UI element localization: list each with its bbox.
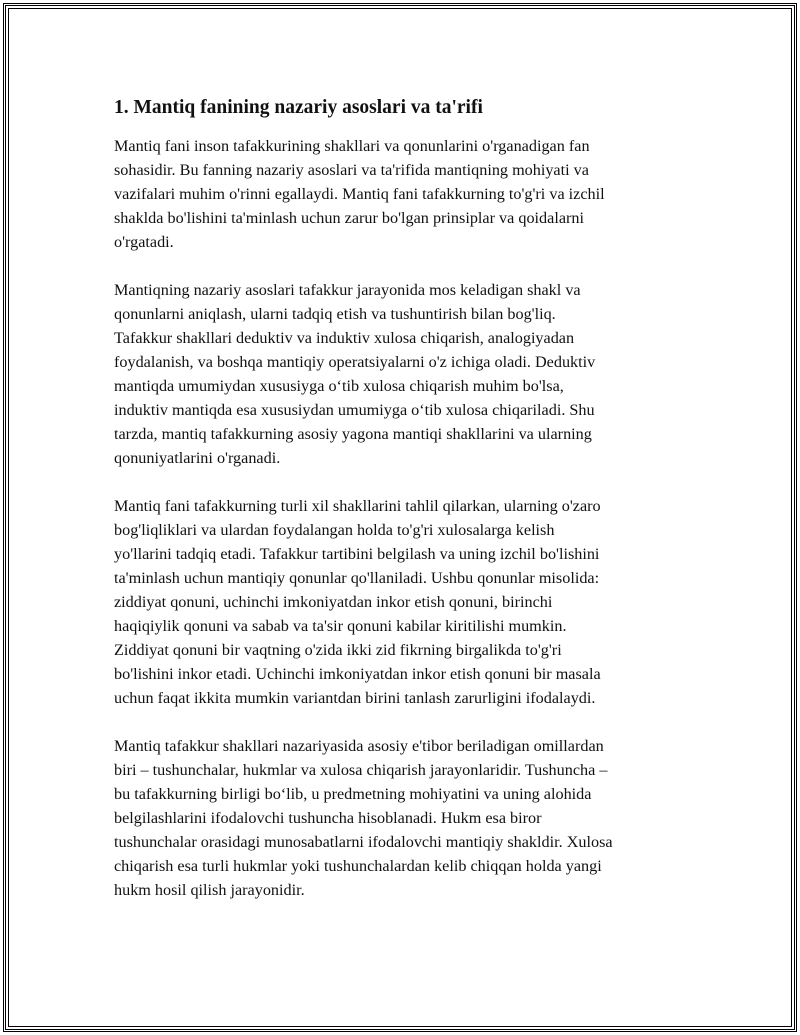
text-line: uchun faqat ikkita mumkin variantdan birini tanlash zarurligini ifodalaydi.	[114, 689, 596, 707]
paragraph-3	[114, 494, 704, 710]
text-line: bog'liqliklari va ulardan foydalangan holda to'g'ri xulosalarga kelish	[114, 521, 555, 539]
text-line: Mantiq fani inson tafakkurining shakllari va qonunlarini o'rganadigan fan	[114, 137, 590, 155]
text-line: Tafakkur shakllari deduktiv va induktiv xulosa chiqarish, analogiyadan	[114, 329, 575, 347]
text-line: foydalanish, va boshqa mantiqiy operatsiyalarni o'z ichiga oladi. Deduktiv	[114, 353, 596, 371]
text-line: mantiqda umumiydan xususiyga o‘tib xulosa chiqarish muhim bo'lsa,	[114, 377, 564, 395]
text-line: sohasidir. Bu fanning nazariy asoslari va ta'rifida mantiqning mohiyati va	[114, 161, 589, 179]
text-line: belgilashlarini ifodalovchi tushuncha hisoblanadi. Hukm esa biror	[114, 809, 542, 827]
text-line: biri – tushunchalar, hukmlar va xulosa chiqarish jarayonlaridir. Tushuncha –	[114, 761, 608, 779]
document-body	[114, 96, 704, 926]
text-line: ziddiyat qonuni, uchinchi imkoniyatdan inkor etish qonuni, birinchi	[114, 593, 553, 611]
text-line: haqiqiylik qonuni va sabab va ta'sir qonuni kabilar kiritilishi mumkin.	[114, 617, 567, 635]
text-line: bu tafakkurning birligi bo‘lib, u predmetning mohiyatini va uning alohida	[114, 785, 592, 803]
text-line: hukm hosil qilish jarayonidir.	[114, 881, 305, 899]
text-line: qonuniyatlarini o'rganadi.	[114, 449, 281, 467]
text-line: induktiv mantiqda esa xususiydan umumiyga o‘tib xulosa chiqariladi. Shu	[114, 401, 595, 419]
text-line: Mantiq tafakkur shakllari nazariyasida asosiy e'tibor beriladigan omillardan	[114, 737, 604, 755]
text-line: shaklda bo'lishini ta'minlash uchun zarur bo'lgan prinsiplar va qoidalarni	[114, 209, 584, 227]
text-line: chiqarish esa turli hukmlar yoki tushunchalardan kelib chiqqan holda yangi	[114, 857, 602, 875]
text-line: o'rgatadi.	[114, 233, 174, 251]
text-line: qonunlarni aniqlash, ularni tadqiq etish va tushuntirish bilan bog'liq.	[114, 305, 556, 323]
text-line: vazifalari muhim o'rinni egallaydi. Mantiq fani tafakkurning to'g'ri va izchil	[114, 185, 605, 203]
section-heading: 1. Mantiq fanining nazariy asoslari va ta'rifi	[114, 97, 483, 118]
text-line: Mantiq fani tafakkurning turli xil shakllarini tahlil qilarkan, ularning o'zaro	[114, 497, 601, 515]
paragraph-4	[114, 734, 704, 902]
text-line: ta'minlash uchun mantiqiy qonunlar qo'llaniladi. Ushbu qonunlar misolida:	[114, 569, 600, 587]
text-line: yo'llarini tadqiq etadi. Tafakkur tartibini belgilash va uning izchil bo'lishini	[114, 545, 600, 563]
text-line: Mantiqning nazariy asoslari tafakkur jarayonida mos keladigan shakl va	[114, 281, 581, 299]
paragraph-1	[114, 134, 704, 254]
text-line: Ziddiyat qonuni bir vaqtning o'zida ikki zid fikrning birgalikda to'g'ri	[114, 641, 562, 659]
text-line: tarzda, mantiq tafakkurning asosiy yagona mantiqi shakllarini va ularning	[114, 425, 592, 443]
paragraph-2	[114, 278, 704, 470]
text-line: bo'lishini inkor etadi. Uchinchi imkoniyatdan inkor etish qonuni bir masala	[114, 665, 601, 683]
text-line: tushunchalar orasidagi munosabatlarni ifodalovchi mantiqiy shakldir. Xulosa	[114, 833, 613, 851]
